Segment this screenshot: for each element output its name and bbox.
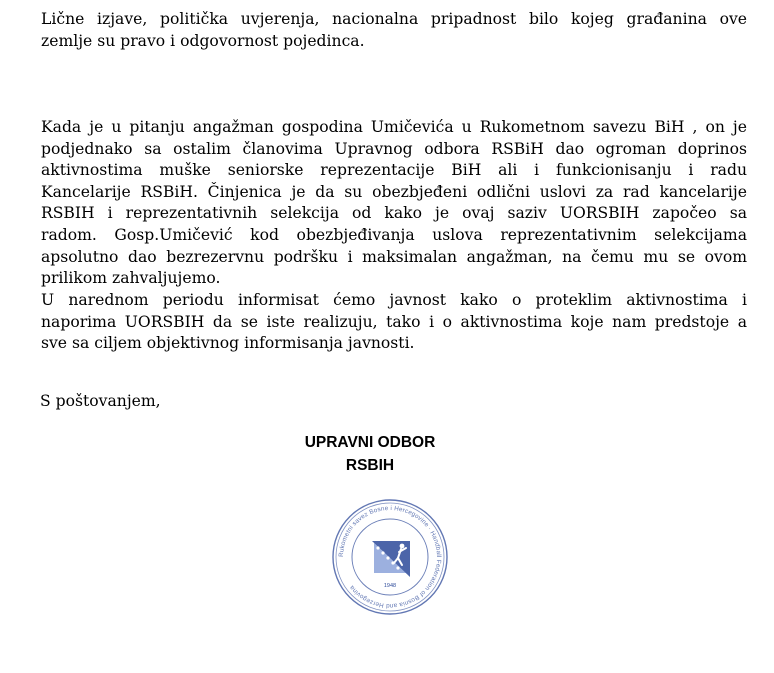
text-line: Kancelarije RSBiH. Činjenica je da su obezbjeđeni odlični uslovi za rad kancelarije [41,182,747,201]
stamp-emblem [355,522,425,592]
stamp-year: 1948 [383,583,397,589]
text-line: naporima UORSBIH da se iste realizuju, tako i o aktivnostima koje nam predstoje a [41,312,747,331]
text-line: aktivnostima muške seniorske reprezentacije BiH ali i funkcionisanju i radu [41,161,747,180]
signature-org: RSBIH [345,457,395,474]
text-line: sve sa ciljem objektivnog informisanja javnosti. [41,334,415,353]
text-line: Lične izjave, politička uvjerenja, nacionalna pripadnost bilo kojeg građanina ove [41,10,747,28]
paragraph-future-info [41,290,747,355]
text-line: Kada je u pitanju angažman gospodina Umičevića u Rukometnom savezu BiH , on je [41,118,747,136]
paragraph-statement [41,9,747,52]
text-line: podjednako sa ostalim članovima Upravnog odbora RSBiH dao ogroman doprinos [41,139,747,158]
text-line: prilikom zahvaljujemo. [41,269,221,288]
stamp-seal-icon [330,497,450,617]
closing-salutation: S poštovanjem, [40,392,161,410]
text-line: zemlje su pravo i odgovornost pojedinca. [41,31,365,50]
stamp-outer-text: Rukometni savez Bosne i Hercegovine · Handball Federation of Bosnia and Herzegovina [337,504,443,610]
text-line: apsolutno dao bezrezervnu podršku i maksimalan angažman, na čemu mu se ovom [41,247,747,266]
text-line: U narednom periodu informisat ćemo javnost kako o proteklim aktivnostima i [41,291,747,309]
text-line: RSBIH i reprezentativnih selekcija od kako je ovaj saziv UORSBIH započeo sa [41,204,747,223]
paragraph-engagement [41,117,747,290]
official-stamp [330,497,450,617]
signature-board: UPRAVNI ODBOR [304,434,436,451]
text-line: radom. Gosp.Umičević kod obezbjeđivanja uslova reprezentativnim selekcijama [41,225,747,244]
